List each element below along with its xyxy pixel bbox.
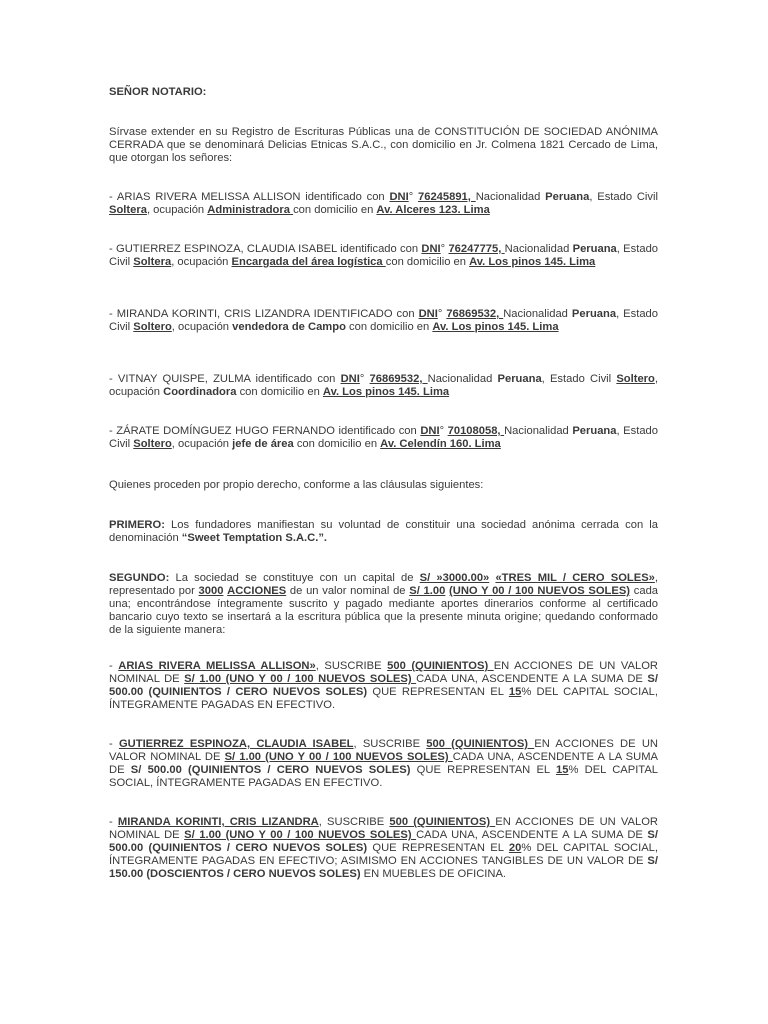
bold-text: DNI xyxy=(420,425,440,437)
text-run: , Estado Civil xyxy=(109,243,659,268)
bold-text: Peruana xyxy=(572,243,617,255)
text-run: EN ACCIONES DE UN VALOR NOMINAL DE xyxy=(109,738,658,763)
text-run: CADA UNA, ASCENDENTE A LA SUMA DE xyxy=(416,673,648,685)
text-run: % DEL CAPITAL SOCIAL, ÍNTEGRAMENTE PAGADAS EN EFECTIVO. xyxy=(109,686,658,711)
text-run: , Estado Civil xyxy=(541,373,617,385)
bold-text: 15 xyxy=(508,686,522,698)
bold-text: Av. Los pinos 145. Lima xyxy=(469,256,596,268)
heading xyxy=(109,86,658,99)
bold-text: S/ 1.00 (UNO Y 00 / 100 NUEVOS SOLES) xyxy=(184,829,417,841)
bold-text: Av. Celendín 160. Lima xyxy=(380,438,501,450)
subscription-paragraph xyxy=(109,816,658,881)
bold-text: DNI xyxy=(421,243,441,255)
text-run: - xyxy=(109,816,118,828)
bold-text: Soltero xyxy=(616,373,655,385)
subscription-paragraph xyxy=(109,660,658,712)
text-run: - GUTIERREZ ESPINOZA, CLAUDIA ISABEL identificado con xyxy=(109,243,422,255)
text-run: CADA UNA, ASCENDENTE A LA SUMA DE xyxy=(109,751,658,776)
bold-text: Encargada del área logística xyxy=(231,256,386,268)
founder-paragraph xyxy=(109,308,658,334)
bold-text: 76247775, xyxy=(448,243,505,255)
text-run: con domicilio en xyxy=(385,256,470,268)
text-run: CADA UNA, ASCENDENTE A LA SUMA DE xyxy=(416,829,648,841)
bold-text: 500 (QUINIENTOS) xyxy=(389,816,496,828)
text-run: de un valor nominal de xyxy=(286,585,410,597)
bold-text: S/ 1.00 (UNO Y 00 / 100 NUEVOS SOLES) xyxy=(184,673,417,685)
text-run: , SUSCRIBE xyxy=(318,816,390,828)
bold-text: S/ 1.00 xyxy=(409,585,446,597)
bold-text: 3000 xyxy=(198,585,224,597)
text-run: con domicilio en xyxy=(293,204,377,216)
bold-text: Peruana xyxy=(571,308,617,320)
bold-text: 76245891, xyxy=(418,191,476,203)
text-run: , SUSCRIBE xyxy=(315,660,388,672)
bold-text: Coordinadora xyxy=(163,386,240,398)
text-run: QUE REPRESENTAN EL xyxy=(367,686,509,698)
bold-text: S/ 150.00 (DOSCIENTOS / CERO NUEVOS SOLES) xyxy=(109,855,658,880)
bold-text: Av. Los pinos 145. Lima xyxy=(322,386,450,398)
text-run: - VITNAY QUISPE, ZULMA identificado con xyxy=(109,373,341,385)
founder-paragraph xyxy=(109,243,658,269)
bold-text: 15 xyxy=(555,764,569,776)
text-run: con domicilio en xyxy=(239,386,323,398)
bold-text: S/ 1.00 (UNO Y 00 / 100 NUEVOS SOLES) xyxy=(224,751,453,763)
bold-text: Av. Los pinos 145. Lima xyxy=(432,321,559,333)
text-run: , Estado Civil xyxy=(109,425,658,450)
text-run: ° xyxy=(440,243,449,255)
proceed-paragraph: Quienes proceden por propio derecho, conforme a las cláusulas siguientes: xyxy=(109,479,484,491)
bold-text: PRIMERO: xyxy=(109,519,165,531)
text-run: Nacionalidad xyxy=(503,308,572,320)
founder-paragraph xyxy=(109,373,658,399)
text-run: ° xyxy=(359,373,370,385)
text-run: , ocupación xyxy=(171,438,233,450)
bold-text: SEÑOR NOTARIO: xyxy=(109,86,207,98)
bold-text: ACCIONES xyxy=(227,585,287,597)
bold-text: MIRANDA KORINTI, CRIS LIZANDRA xyxy=(117,816,319,828)
bold-text: DNI xyxy=(340,373,360,385)
clause-segundo xyxy=(109,572,658,637)
bold-text: Administradora xyxy=(207,204,294,216)
bold-text: Soltero xyxy=(133,438,172,450)
text-run: La sociedad se constituye con un capital de xyxy=(169,572,420,584)
text-run: ° xyxy=(437,308,447,320)
bold-text: Peruana xyxy=(572,425,617,437)
text-run: EN ACCIONES DE UN VALOR NOMINAL DE xyxy=(109,660,658,685)
text-run: Los fundadores manifiestan su voluntad de constituir una sociedad anónima cerrada con la denominación xyxy=(109,519,658,544)
bold-text: 20 xyxy=(508,842,522,854)
text-run: Nacionalidad xyxy=(504,425,573,437)
text-run: , ocupación xyxy=(171,256,232,268)
bold-text: Peruana xyxy=(545,191,590,203)
text-run: con domicilio en xyxy=(349,321,433,333)
text-run: EN MUEBLES DE OFICINA. xyxy=(360,868,507,880)
bold-text: Soltera xyxy=(109,204,147,216)
bold-text: S/ »3000.00» xyxy=(419,572,490,584)
text-run: Nacionalidad xyxy=(475,191,546,203)
text-run: cada una; encontrándose íntegramente suscrito y pagado mediante aportes dinerarios conforme al certificado bancario cuyo texto se insertará a la escritura pública que la presente minuta origine; quedando conformado de la siguiente manera: xyxy=(109,585,659,636)
text-run: , SUSCRIBE xyxy=(353,738,427,750)
text-run: - xyxy=(109,738,119,750)
text-run: con domicilio en xyxy=(296,438,381,450)
bold-text: Soltero xyxy=(133,321,172,333)
bold-text: Soltera xyxy=(133,256,172,268)
bold-text: SEGUNDO: xyxy=(109,572,170,584)
bold-text: GUTIERREZ ESPINOZA, CLAUDIA ISABEL xyxy=(118,738,354,750)
bold-text: S/ 500.00 (QUINIENTOS / CERO NUEVOS SOLES) xyxy=(130,764,411,776)
bold-text: Peruana xyxy=(497,373,542,385)
bold-text: S/ 500.00 (QUINIENTOS / CERO NUEVOS SOLES) xyxy=(109,829,658,854)
text-run: - xyxy=(109,660,119,672)
bold-text: «TRES MIL / CERO SOLES» xyxy=(495,572,655,584)
bold-text: jefe de área xyxy=(232,438,297,450)
text-run: , representado por xyxy=(109,572,658,597)
bold-text: 500 (QUINIENTOS) xyxy=(426,738,535,750)
founder-paragraph xyxy=(109,425,658,451)
text-run: EN ACCIONES DE UN VALOR NOMINAL DE xyxy=(109,816,659,841)
bold-text: S/ 500.00 (QUINIENTOS / CERO NUEVOS SOLES) xyxy=(109,673,658,698)
bold-text: 76869532, xyxy=(369,373,428,385)
bold-text: ARIAS RIVERA MELISSA ALLISON» xyxy=(118,660,316,672)
bold-text: Av. Alceres 123. Lima xyxy=(376,204,490,216)
text-run: ° xyxy=(439,425,448,437)
clause-primero xyxy=(109,519,658,545)
text-run: , ocupación xyxy=(146,204,208,216)
bold-text: DNI xyxy=(389,191,409,203)
text-run: - ARIAS RIVERA MELISSA ALLISON identificado con xyxy=(109,191,390,203)
text-run: Nacionalidad xyxy=(504,243,573,255)
bold-text: “Sweet Temptation S.A.C.”. xyxy=(181,532,328,544)
bold-text: 500 (QUINIENTOS) xyxy=(387,660,494,672)
bold-text: vendedora de Campo xyxy=(232,321,350,333)
text-run: - ZÁRATE DOMÍNGUEZ HUGO FERNANDO identificado con xyxy=(109,425,421,437)
text-run: , ocupación xyxy=(109,373,658,398)
text-run: QUE REPRESENTAN EL xyxy=(367,842,509,854)
text-run: , Estado Civil xyxy=(109,308,658,333)
bold-text: 76869532, xyxy=(446,308,504,320)
bold-text: DNI xyxy=(418,308,438,320)
bold-text: 70108058, xyxy=(447,425,505,437)
founder-paragraph xyxy=(109,191,658,217)
text-run: Nacionalidad xyxy=(427,373,498,385)
text-run: , Estado Civil xyxy=(589,191,658,203)
text-run: % DEL CAPITAL SOCIAL, ÍNTEGRAMENTE PAGADAS EN EFECTIVO; ASIMISMO EN ACCIONES TANGIBLES DE UN VALOR DE xyxy=(109,842,658,867)
text-run: QUE REPRESENTAN EL xyxy=(410,764,556,776)
text-run: - MIRANDA KORINTI, CRIS LIZANDRA IDENTIFICADO con xyxy=(109,308,419,320)
text-run: , ocupación xyxy=(171,321,233,333)
text-run: % DEL CAPITAL SOCIAL, ÍNTEGRAMENTE PAGADAS EN EFECTIVO. xyxy=(109,764,658,789)
bold-text: (UNO Y 00 / 100 NUEVOS SOLES) xyxy=(449,585,631,597)
intro-paragraph: Sírvase extender en su Registro de Escrituras Públicas una de CONSTITUCIÓN DE SOCIEDAD ANÓNIMA CERRADA que se denominará Delicias Etnicas S.A.C., con domicilio en Jr. Colmena 1821 Cercado de Lima, que otorgan los señores: xyxy=(109,126,658,164)
text-run: ° xyxy=(408,191,418,203)
subscription-paragraph xyxy=(109,738,658,790)
